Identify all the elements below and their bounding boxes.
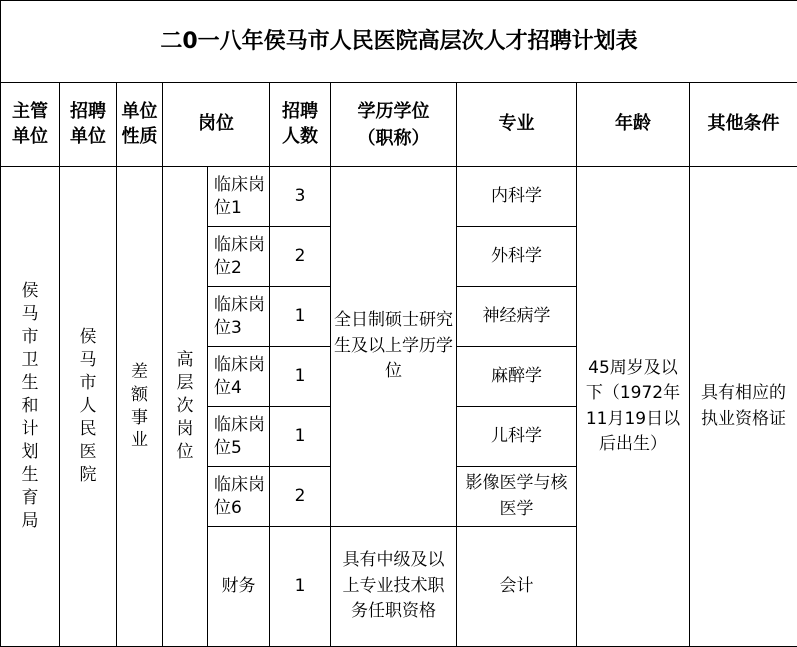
position-cell: 临床岗位4 bbox=[208, 347, 270, 407]
position-cell: 临床岗位6 bbox=[208, 467, 270, 527]
header-major: 专业 bbox=[457, 83, 577, 167]
position-cell: 临床岗位5 bbox=[208, 407, 270, 467]
position-cell: 财务 bbox=[208, 527, 270, 647]
major-cell: 麻醉学 bbox=[457, 347, 577, 407]
major-cell: 内科学 bbox=[457, 167, 577, 227]
major-cell: 神经病学 bbox=[457, 287, 577, 347]
header-nature: 单位性质 bbox=[117, 83, 163, 167]
nature-cell: 差额事业 bbox=[117, 167, 163, 647]
dept-cell: 侯马市卫生和计划生育局 bbox=[1, 167, 60, 647]
table-title: 二0一八年侯马市人民医院高层次人才招聘计划表 bbox=[1, 1, 797, 83]
header-age: 年龄 bbox=[577, 83, 690, 167]
count-cell: 1 bbox=[270, 287, 331, 347]
header-degree: 学历学位（职称） bbox=[331, 83, 457, 167]
count-cell: 2 bbox=[270, 227, 331, 287]
degree-clinical-cell: 全日制硕士研究生及以上学历学位 bbox=[331, 167, 457, 527]
header-count: 招聘人数 bbox=[270, 83, 331, 167]
major-cell: 儿科学 bbox=[457, 407, 577, 467]
header-position: 岗位 bbox=[163, 83, 270, 167]
major-cell: 影像医学与核医学 bbox=[457, 467, 577, 527]
position-cell: 临床岗位1 bbox=[208, 167, 270, 227]
header-row bbox=[1, 83, 797, 167]
header-dept: 主管单位 bbox=[1, 83, 60, 167]
count-cell: 1 bbox=[270, 347, 331, 407]
count-cell: 3 bbox=[270, 167, 331, 227]
category-cell: 高层次岗位 bbox=[163, 167, 208, 647]
table-row bbox=[1, 167, 797, 227]
position-cell: 临床岗位3 bbox=[208, 287, 270, 347]
count-cell: 1 bbox=[270, 407, 331, 467]
header-other: 其他条件 bbox=[690, 83, 797, 167]
header-employer: 招聘单位 bbox=[60, 83, 117, 167]
count-cell: 2 bbox=[270, 467, 331, 527]
major-cell: 会计 bbox=[457, 527, 577, 647]
age-cell: 45周岁及以下（1972年11月19日以后出生） bbox=[577, 167, 690, 647]
count-cell: 1 bbox=[270, 527, 331, 647]
employer-cell: 侯马市人民医院 bbox=[60, 167, 117, 647]
other-cell: 具有相应的执业资格证 bbox=[690, 167, 797, 647]
degree-finance-cell: 具有中级及以上专业技术职务任职资格 bbox=[331, 527, 457, 647]
major-cell: 外科学 bbox=[457, 227, 577, 287]
position-cell: 临床岗位2 bbox=[208, 227, 270, 287]
